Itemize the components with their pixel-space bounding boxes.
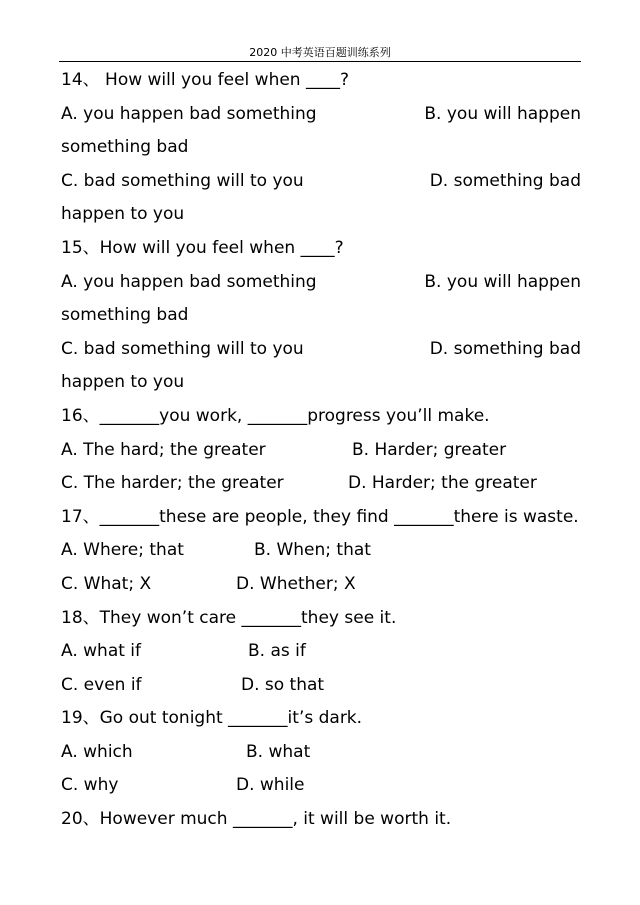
question-15-option-b-continued: something bad	[61, 305, 189, 326]
question-14-option-a: A. you happen bad something	[61, 103, 317, 124]
question-14-stem: 14、 How will you feel when ____?	[61, 70, 350, 90]
question-16-option-a: A. The hard; the greater	[61, 439, 266, 460]
question-15-options-ab	[61, 266, 581, 300]
question-14-options-cd	[61, 165, 581, 199]
question-15-option-b: B. you will happen	[424, 271, 581, 292]
question-20-stem: 20、However much _______, it will be worth it.	[61, 809, 452, 830]
question-18-option-c: C. even if	[61, 674, 142, 695]
question-16-stem: 16、_______you work, _______progress you’ll make.	[61, 405, 490, 426]
question-17-option-b: B. When; that	[254, 540, 371, 561]
question-14-option-d-continued: happen to you	[61, 204, 185, 225]
question-18-options-ab	[61, 635, 581, 669]
question-15-option-d: D. something bad	[429, 338, 581, 359]
question-14-option-b: B. you will happen	[424, 103, 581, 124]
question-15-option-a: A. you happen bad something	[61, 271, 317, 292]
question-19-options-cd	[61, 769, 581, 803]
question-18-options-cd	[61, 669, 581, 703]
question-16-option-c: C. The harder; the greater	[61, 473, 284, 494]
question-15-option-c: C. bad something will to you	[61, 338, 304, 359]
header-divider	[59, 61, 581, 62]
question-19-options-ab	[61, 736, 581, 770]
page-header: 2020 中考英语百题训练系列	[249, 46, 391, 59]
question-16-options-cd	[61, 467, 581, 501]
question-17-options-ab	[61, 534, 581, 568]
question-19-option-a: A. which	[61, 741, 133, 762]
question-15-options-cd	[61, 333, 581, 367]
question-19-option-c: C. why	[61, 775, 119, 796]
question-14-option-b-continued: something bad	[61, 137, 189, 158]
question-16-options-ab	[61, 434, 581, 468]
question-16-option-d: D. Harder; the greater	[348, 473, 537, 494]
question-17-option-a: A. Where; that	[61, 540, 184, 561]
question-17-option-d: D. Whether; X	[236, 573, 356, 594]
question-17-option-c: C. What; X	[61, 573, 152, 594]
question-14-options-ab	[61, 98, 581, 132]
question-18-stem: 18、They won’t care _______they see it.	[61, 607, 397, 628]
question-19-option-d: D. while	[236, 775, 305, 796]
question-19-option-b: B. what	[246, 741, 311, 762]
question-15-stem: 15、How will you feel when ____?	[61, 237, 344, 258]
question-17-stem: 17、_______these are people, they find _______there is waste.	[61, 506, 579, 527]
question-list	[61, 64, 581, 837]
question-19-stem: 19、Go out tonight _______it’s dark.	[61, 708, 363, 729]
question-17-options-cd	[61, 568, 581, 602]
question-18-option-d: D. so that	[241, 674, 325, 695]
question-15-option-d-continued: happen to you	[61, 372, 185, 393]
question-14-option-c: C. bad something will to you	[61, 170, 304, 191]
question-18-option-b: B. as if	[248, 641, 306, 662]
question-16-option-b: B. Harder; greater	[352, 439, 507, 460]
question-14-option-d: D. something bad	[429, 170, 581, 191]
question-18-option-a: A. what if	[61, 641, 142, 662]
